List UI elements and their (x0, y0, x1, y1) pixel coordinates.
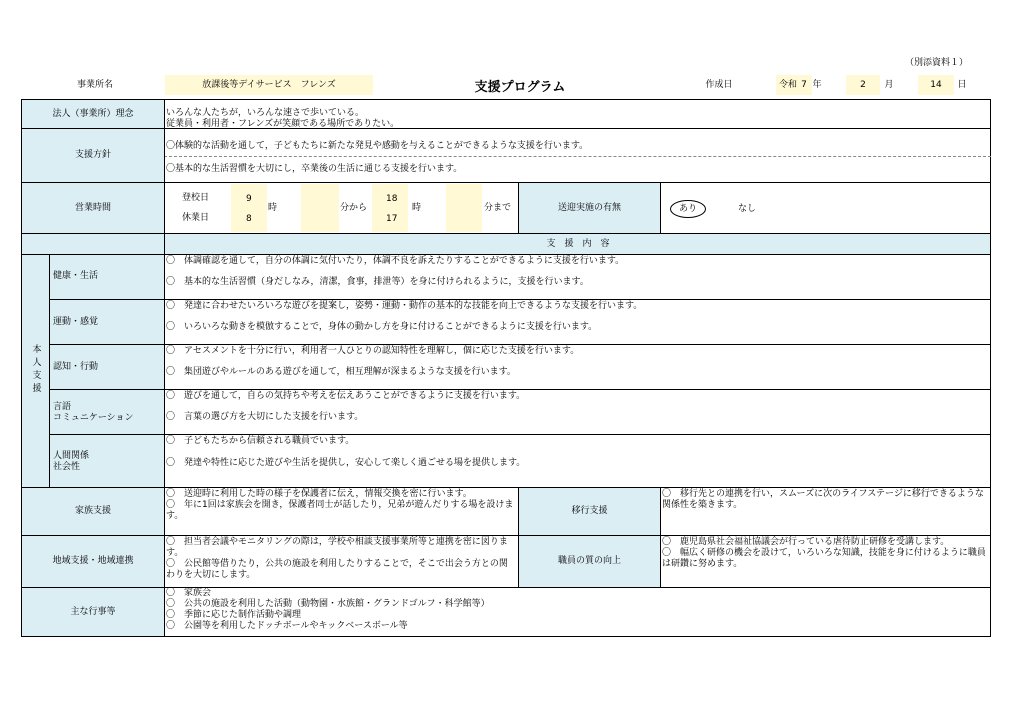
start-hour-unit: 時 (268, 203, 278, 213)
attachment-note: （別添資料１） (905, 58, 969, 68)
holiday-end-hour: 17 (386, 214, 398, 224)
personal-support-label: 本人支援 (32, 345, 42, 394)
event-item-2: 〇 公共の施設を利用した活動（動物園・水族館・グランドゴルフ・科学館等） (166, 599, 490, 609)
day-unit: 日 (957, 79, 967, 90)
date-label: 作成日 (705, 79, 733, 90)
policy-label: 支援方針 (74, 150, 111, 160)
events-label: 主な行事等 (70, 606, 116, 617)
philosophy-label: 法人（事業所）理念 (52, 108, 134, 119)
day-value: 14 (918, 75, 954, 95)
from-label: 分から (340, 203, 368, 213)
office-label: 事業所名 (76, 79, 113, 90)
policy-line-1: 〇体験的な活動を通して，子どもたちに新たな発見や感動を与えることができるような支援を行います。 (166, 141, 589, 151)
category-health-life: 健康・生活 (53, 271, 99, 281)
month-value: 2 (846, 75, 880, 95)
family-support-text: 〇 送迎時に利用した時の様子を保護者に伝え，情報交換を密に行います。 〇 年に1回は家族会を開き，保護者同士が話したり，兄弟が遊んだりする場を設けます。 (166, 489, 514, 521)
cognition-item-2: 〇 集団遊びやルールのある遊びを通して，相互理解が深まるような支援を行います。 (166, 367, 516, 377)
until-label: 分まで (484, 203, 512, 213)
month-unit: 月 (884, 79, 894, 90)
category-relationships-social: 人間関係 社会性 (53, 451, 90, 472)
era-label: 令和 (778, 79, 797, 90)
cognition-item-1: 〇 アセスメントを十分に行い，利用者一人ひとりの認知特性を理解し，個に応じた支援を行います。 (166, 346, 580, 356)
category-motor-sensory: 運動・感覚 (53, 317, 99, 327)
transport-label: 送迎実施の有無 (519, 183, 660, 233)
holiday-label: 休業日 (182, 213, 210, 223)
philosophy-line-1: いろんな人たちが，いろんな速さで歩いている。 (166, 108, 365, 118)
motor-item-2: 〇 いろいろな動きを模倣することで，身体の動かし方を身に付けることができるように支援を行います。 (166, 322, 598, 332)
event-item-4: 〇 公園等を利用したドッチボールやキックベースボール等 (166, 621, 408, 631)
category-cognition-behavior: 認知・行動 (53, 362, 99, 372)
year-value: 7 (801, 79, 807, 90)
policy-line-2: 〇基本的な生活習慣を大切にし，卒業後の生活に通じる支援を行います。 (166, 164, 463, 174)
transport-yes-circled: あり (670, 200, 706, 218)
staff-quality-text: 〇 鹿児島県社会福祉協議会が行っている虐待防止研修を受講します。 〇 幅広く研修の機会を設けて，いろいろな知識，技能を身に付けるように職員は研鑽に努めます。 (662, 537, 986, 569)
office-name: 放課後等デイサービス フレンズ (165, 75, 373, 95)
event-item-1: 〇 家族会 (166, 588, 212, 598)
school-end-hour: 18 (386, 194, 398, 204)
philosophy-line-2: 従業員・利用者・フレンズが笑顔である場所でありたい。 (166, 119, 400, 129)
community-text: 〇 担当者会議やモニタリングの際は，学校や相談支援事業所等と連携を密に図ります。 〇 公民館等借りたり，公共の施設を利用したりすることで，そこで出会う方との関わりを大切にします。 (166, 537, 508, 580)
health-item-2: 〇 基本的な生活習慣（身だしなみ，清潔，食事，排泄等）を身に付けられるように，支援を行います。 (166, 277, 589, 287)
language-item-1: 〇 遊びを通して，自らの気持ちや考えを伝えあうことができるように支援を行います。 (166, 391, 526, 401)
transition-support-text: 〇 移行先との連携を行い，スムーズに次のライフステージに移行できるような関係性を築きます。 (662, 489, 984, 510)
holiday-start-hour: 8 (246, 214, 252, 224)
community-label: 地域支援・地域連携 (52, 556, 134, 566)
support-content-header: 支 援 内 容 (546, 238, 610, 249)
school-day-label: 登校日 (182, 193, 210, 203)
health-item-1: 〇 体調確認を通して，自分の体調に気付いたり，体調不良を訴えたりすることができるように支援を行います。 (166, 256, 625, 266)
category-language-communication: 言語 コミュニケーション (53, 402, 134, 423)
staff-quality-label: 職員の質の向上 (519, 536, 660, 587)
hours-label: 営業時間 (74, 202, 111, 213)
year-unit: 年 (812, 79, 822, 90)
event-item-3: 〇 季節に応じた制作活動や調理 (166, 610, 302, 620)
transition-support-label: 移行支援 (519, 488, 660, 535)
transport-no: なし (738, 204, 757, 214)
relationships-item-1: 〇 子どもたちから信頼される職員でいます。 (166, 436, 355, 446)
school-start-hour: 9 (246, 194, 252, 204)
page-title: 支援プログラム (474, 79, 566, 95)
relationships-item-2: 〇 発達や特性に応じた遊びや生活を提供し，安心して楽しく過ごせる場を提供します。 (166, 458, 526, 468)
language-item-2: 〇 言葉の選び方を大切にした支援を行います。 (166, 412, 364, 422)
end-hour-unit: 時 (412, 203, 422, 213)
motor-item-1: 〇 発達に合わせたいろいろな遊びを提案し，姿勢・運動・動作の基本的な技能を向上できるような支援を行います。 (166, 301, 643, 311)
family-support-label: 家族支援 (74, 506, 111, 516)
